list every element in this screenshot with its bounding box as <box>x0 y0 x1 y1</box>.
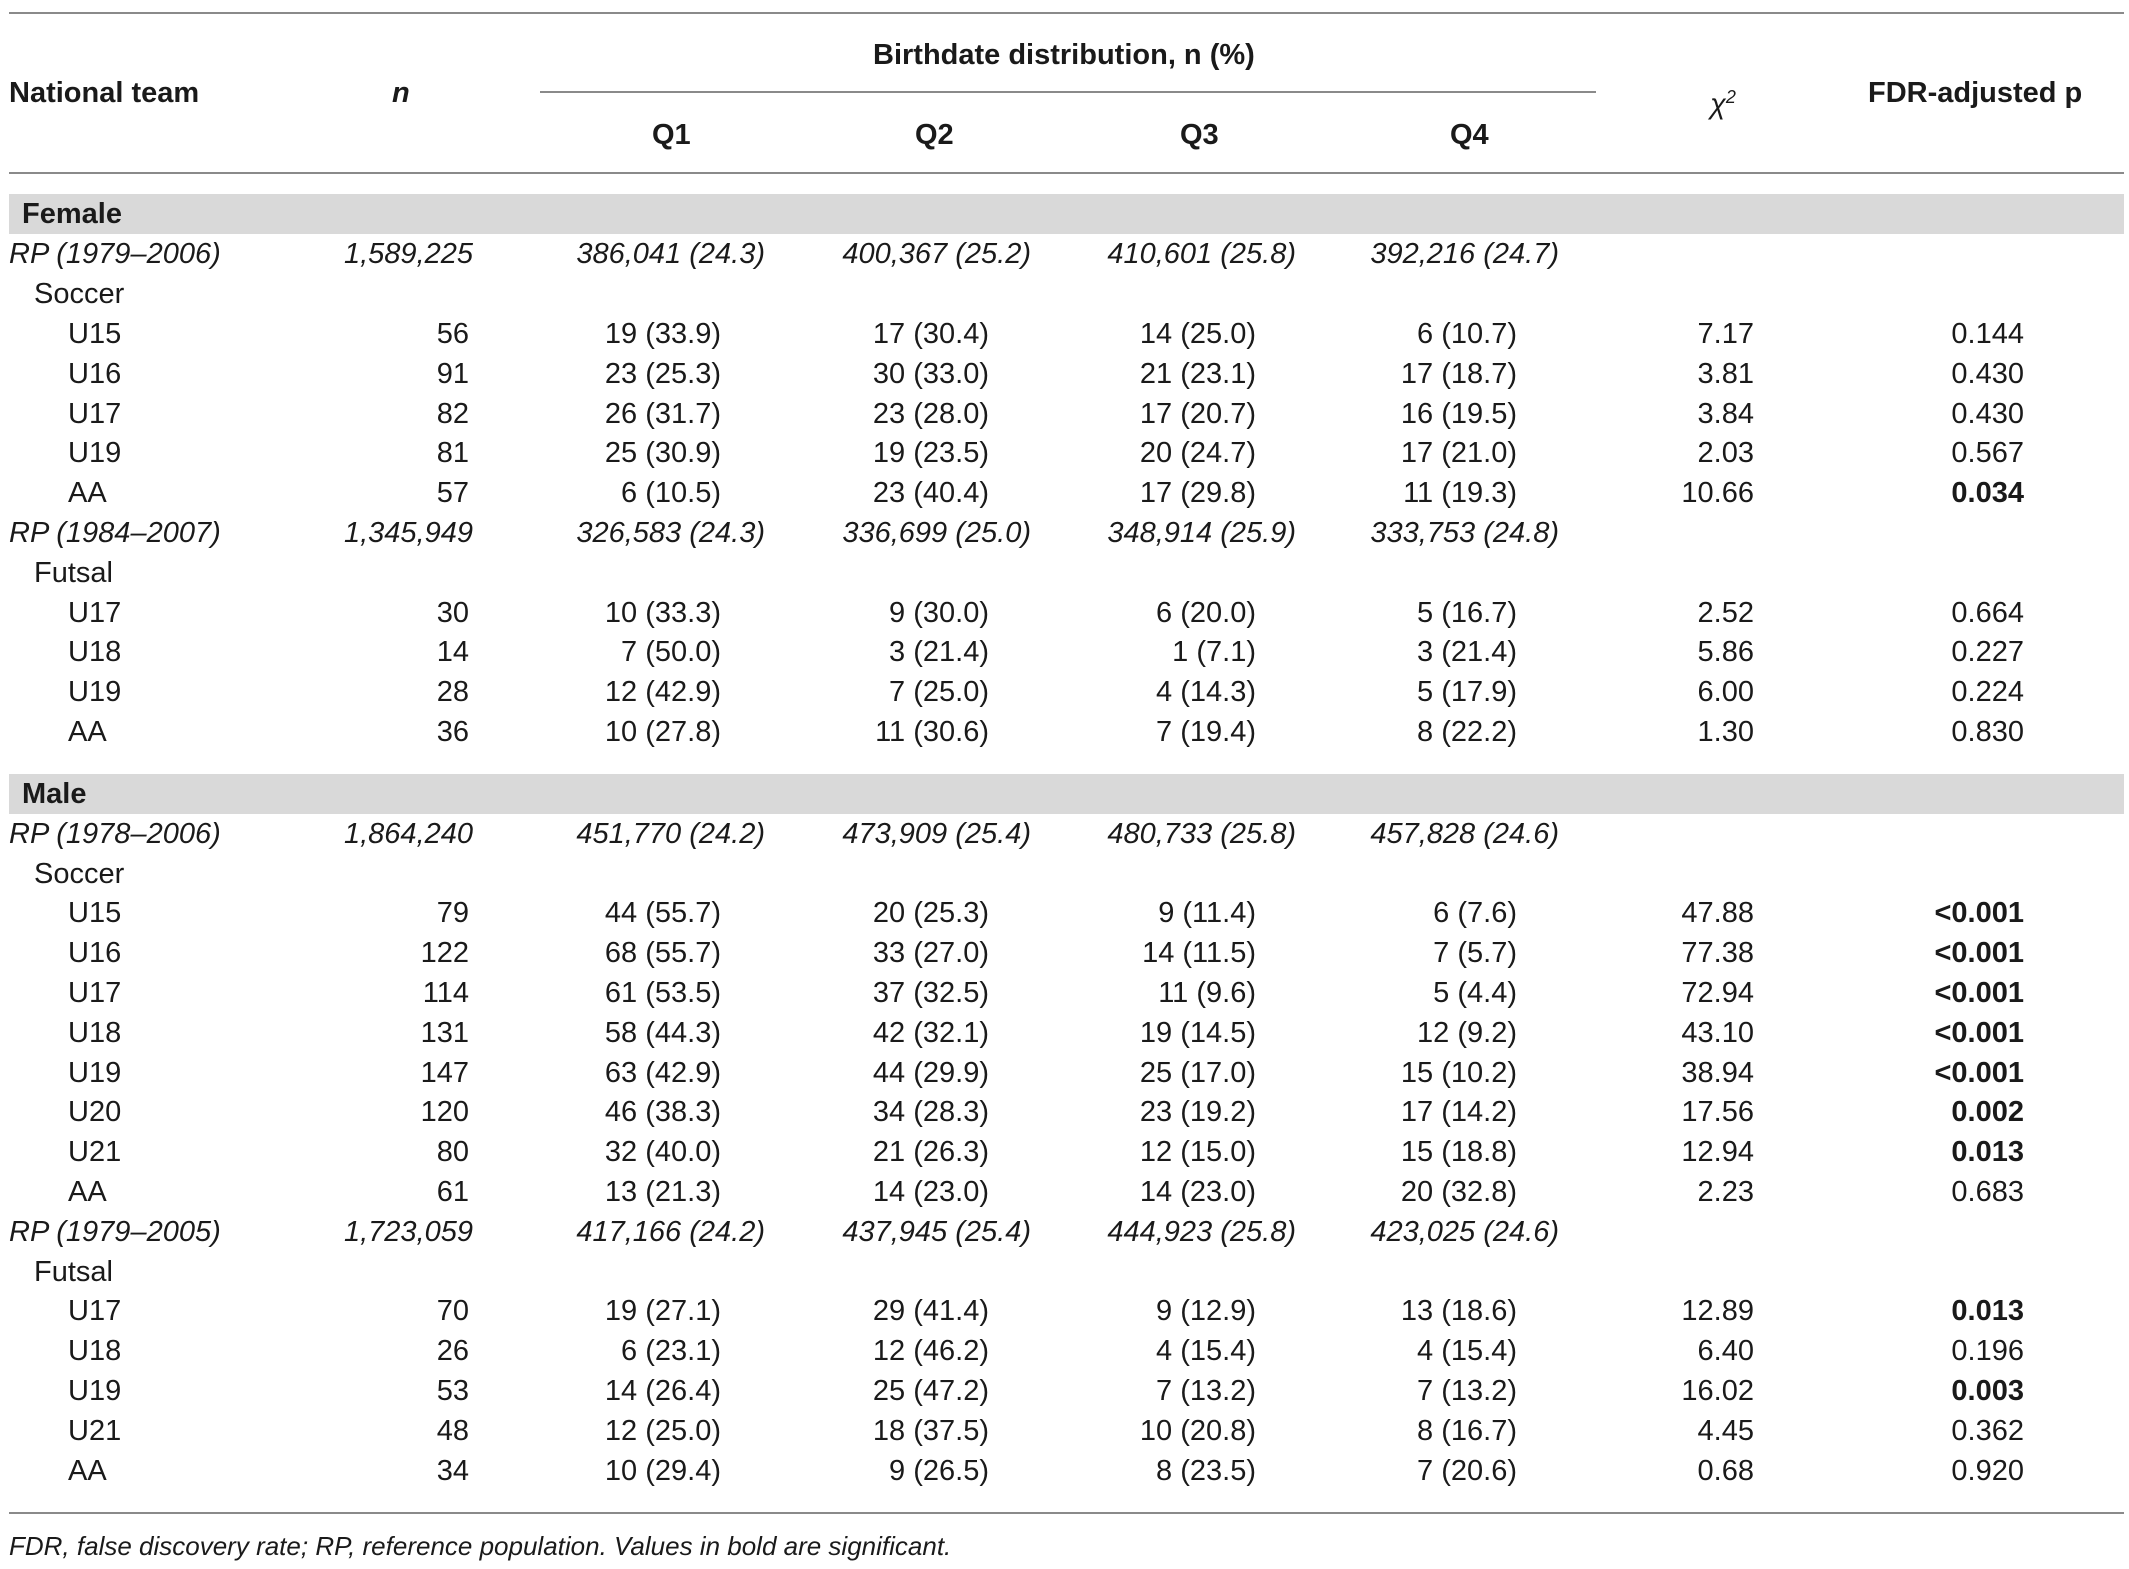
team-label: U19 <box>68 1057 122 1089</box>
table-row <box>0 1371 2129 1411</box>
table-row <box>0 1411 2129 1451</box>
n-cell: 91 <box>436 358 469 390</box>
q1-cell: 46 (38.3) <box>604 1096 721 1128</box>
n-cell: 48 <box>436 1415 469 1447</box>
q3-cell: 17 (29.8) <box>1139 477 1256 509</box>
q3-cell: 348,914 (25.9) <box>1107 517 1296 549</box>
q4-cell: 6 (7.6) <box>1433 897 1517 929</box>
q3-cell: 14 (11.5) <box>1142 937 1256 969</box>
chi-square-cell: 16.02 <box>1681 1375 1754 1407</box>
q4-cell: 7 (20.6) <box>1417 1455 1517 1487</box>
table-row <box>0 1331 2129 1371</box>
q1-cell: 10 (29.4) <box>604 1455 721 1487</box>
chi-square-cell: 0.68 <box>1697 1455 1754 1487</box>
q4-cell: 17 (21.0) <box>1400 437 1517 469</box>
category-row <box>0 1252 2129 1292</box>
header-national-team: National team <box>9 77 200 109</box>
team-label: U21 <box>68 1136 122 1168</box>
q2-cell: 9 (30.0) <box>889 597 989 629</box>
q3-cell: 23 (19.2) <box>1139 1096 1256 1128</box>
chi-square-cell: 10.66 <box>1681 477 1754 509</box>
chi-square-cell: 1.30 <box>1697 716 1754 748</box>
q4-cell: 7 (13.2) <box>1417 1375 1517 1407</box>
n-cell: 30 <box>436 597 469 629</box>
q4-cell: 5 (16.7) <box>1417 597 1517 629</box>
header-chi-symbol: χ <box>1710 88 1726 121</box>
chi-square-cell: 72.94 <box>1681 977 1754 1009</box>
header-bottom-rule <box>9 172 2124 174</box>
rp-label: RP (1984–2007) <box>9 517 221 549</box>
q4-cell: 3 (21.4) <box>1417 636 1517 668</box>
q1-cell: 23 (25.3) <box>604 358 721 390</box>
header-n <box>392 76 410 110</box>
q1-cell: 10 (33.3) <box>604 597 721 629</box>
header-q1: Q1 <box>652 119 691 151</box>
section-band <box>9 774 2124 814</box>
category-label: Futsal <box>34 1256 113 1288</box>
team-label: U17 <box>68 597 122 629</box>
n-cell: 147 <box>420 1057 469 1089</box>
n-cell: 28 <box>436 676 469 708</box>
chi-square-cell: 7.17 <box>1697 318 1754 350</box>
chi-square-cell: 47.88 <box>1681 897 1754 929</box>
q2-cell: 33 (27.0) <box>872 937 989 969</box>
q4-cell: 15 (10.2) <box>1400 1057 1517 1089</box>
q2-cell: 14 (23.0) <box>872 1176 989 1208</box>
q4-cell: 8 (16.7) <box>1417 1415 1517 1447</box>
top-rule <box>9 12 2124 14</box>
n-cell: 70 <box>436 1295 469 1327</box>
team-label: U18 <box>68 1017 122 1049</box>
q2-cell: 25 (47.2) <box>872 1375 989 1407</box>
q1-cell: 451,770 (24.2) <box>576 818 765 850</box>
q4-cell: 333,753 (24.8) <box>1370 517 1559 549</box>
q1-cell: 44 (55.7) <box>604 897 721 929</box>
q4-cell: 457,828 (24.6) <box>1370 818 1559 850</box>
q1-cell: 6 (10.5) <box>621 477 721 509</box>
team-label: U15 <box>68 897 122 929</box>
team-label: U16 <box>68 937 122 969</box>
chi-square-cell: 4.45 <box>1697 1415 1754 1447</box>
header-q4: Q4 <box>1450 119 1489 151</box>
category-label: Soccer <box>34 278 125 310</box>
n-cell: 57 <box>436 477 469 509</box>
p-value-cell: 0.196 <box>1951 1335 2024 1367</box>
q2-cell: 18 (37.5) <box>872 1415 989 1447</box>
q2-cell: 21 (26.3) <box>872 1136 989 1168</box>
n-cell: 26 <box>436 1335 469 1367</box>
header-chi-exponent: 2 <box>1725 87 1736 107</box>
team-label: AA <box>68 477 107 509</box>
q4-cell: 5 (4.4) <box>1433 977 1517 1009</box>
section-band <box>9 194 2124 234</box>
q2-cell: 30 (33.0) <box>872 358 989 390</box>
category-label: Futsal <box>34 557 113 589</box>
table-row <box>0 933 2129 973</box>
team-label: AA <box>68 1176 107 1208</box>
category-label: Soccer <box>34 858 125 890</box>
chi-square-cell: 12.94 <box>1681 1136 1754 1168</box>
n-cell: 82 <box>436 398 469 430</box>
table-row <box>0 433 2129 473</box>
chi-square-cell: 2.23 <box>1697 1176 1754 1208</box>
q2-cell: 23 (40.4) <box>872 477 989 509</box>
q3-cell: 444,923 (25.8) <box>1107 1216 1296 1248</box>
q2-cell: 7 (25.0) <box>889 676 989 708</box>
p-value-cell: 0.567 <box>1951 437 2024 469</box>
q2-cell: 17 (30.4) <box>872 318 989 350</box>
table-footnote: FDR, false discovery rate; RP, reference population. Values in bold are significant. <box>9 1531 952 1561</box>
q2-cell: 400,367 (25.2) <box>842 238 1031 270</box>
reference-population-row <box>0 1212 2129 1252</box>
q1-cell: 68 (55.7) <box>604 937 721 969</box>
q1-cell: 12 (25.0) <box>604 1415 721 1447</box>
table-row <box>0 973 2129 1013</box>
q4-cell: 17 (14.2) <box>1400 1096 1517 1128</box>
n-cell: 81 <box>436 437 469 469</box>
table-row <box>0 1172 2129 1212</box>
q3-cell: 4 (14.3) <box>1156 676 1256 708</box>
q4-cell: 7 (5.7) <box>1433 937 1517 969</box>
q3-cell: 9 (12.9) <box>1156 1295 1256 1327</box>
q4-cell: 17 (18.7) <box>1400 358 1517 390</box>
team-label: U21 <box>68 1415 122 1447</box>
chi-square-cell: 43.10 <box>1681 1017 1754 1049</box>
p-value-cell: 0.362 <box>1951 1415 2024 1447</box>
q4-cell: 16 (19.5) <box>1400 398 1517 430</box>
table-row <box>0 1291 2129 1331</box>
q2-cell: 12 (46.2) <box>872 1335 989 1367</box>
q1-cell: 19 (27.1) <box>604 1295 721 1327</box>
table-row <box>0 1053 2129 1093</box>
q1-cell: 10 (27.8) <box>604 716 721 748</box>
q2-cell: 19 (23.5) <box>872 437 989 469</box>
team-label: AA <box>68 1455 107 1487</box>
p-value-cell: <0.001 <box>1934 937 2024 969</box>
rp-label: RP (1979–2006) <box>9 238 221 270</box>
p-value-cell: 0.683 <box>1951 1176 2024 1208</box>
table-row <box>0 354 2129 394</box>
rp-label: RP (1979–2005) <box>9 1216 221 1248</box>
n-cell: 120 <box>420 1096 469 1128</box>
q2-cell: 11 (30.6) <box>875 716 989 748</box>
header-birthdate-distribution: Birthdate distribution, n (%) <box>873 39 1255 71</box>
p-value-cell: 0.013 <box>1951 1136 2024 1168</box>
q1-cell: 326,583 (24.3) <box>576 517 765 549</box>
p-value-cell: 0.430 <box>1951 358 2024 390</box>
q1-cell: 26 (31.7) <box>604 398 721 430</box>
q4-cell: 6 (10.7) <box>1417 318 1517 350</box>
q4-cell: 20 (32.8) <box>1400 1176 1517 1208</box>
q1-cell: 14 (26.4) <box>604 1375 721 1407</box>
n-cell: 122 <box>420 937 469 969</box>
q1-cell: 12 (42.9) <box>604 676 721 708</box>
n-cell: 131 <box>420 1017 469 1049</box>
reference-population-row <box>0 234 2129 274</box>
q3-cell: 14 (25.0) <box>1139 318 1256 350</box>
p-value-cell: <0.001 <box>1934 977 2024 1009</box>
chi-square-cell: 6.00 <box>1697 676 1754 708</box>
q4-cell: 15 (18.8) <box>1400 1136 1517 1168</box>
header-q2: Q2 <box>915 119 954 151</box>
reference-population-row <box>0 513 2129 553</box>
q3-cell: 19 (14.5) <box>1139 1017 1256 1049</box>
q3-cell: 12 (15.0) <box>1139 1136 1256 1168</box>
chi-square-cell: 6.40 <box>1697 1335 1754 1367</box>
q4-cell: 13 (18.6) <box>1400 1295 1517 1327</box>
p-value-cell: <0.001 <box>1934 897 2024 929</box>
table-row <box>0 1451 2129 1491</box>
n-cell: 1,589,225 <box>343 238 473 270</box>
q3-cell: 14 (23.0) <box>1139 1176 1256 1208</box>
chi-square-cell: 2.52 <box>1697 597 1754 629</box>
q3-cell: 4 (15.4) <box>1156 1335 1256 1367</box>
section-label: Female <box>22 198 122 230</box>
q2-cell: 20 (25.3) <box>872 897 989 929</box>
q4-cell: 12 (9.2) <box>1417 1017 1517 1049</box>
n-cell: 61 <box>436 1176 469 1208</box>
q1-cell: 386,041 (24.3) <box>576 238 765 270</box>
n-cell: 56 <box>436 318 469 350</box>
q3-cell: 20 (24.7) <box>1139 437 1256 469</box>
bottom-rule <box>9 1512 2124 1514</box>
team-label: U20 <box>68 1096 122 1128</box>
header-q3: Q3 <box>1180 119 1219 151</box>
q1-cell: 63 (42.9) <box>604 1057 721 1089</box>
chi-square-cell: 77.38 <box>1681 937 1754 969</box>
chi-square-cell: 12.89 <box>1681 1295 1754 1327</box>
table-row <box>0 1092 2129 1132</box>
team-label: U19 <box>68 1375 122 1407</box>
team-label: U17 <box>68 398 122 430</box>
p-value-cell: 0.920 <box>1951 1455 2024 1487</box>
team-label: U16 <box>68 358 122 390</box>
q3-cell: 9 (11.4) <box>1158 897 1256 929</box>
table-row <box>0 473 2129 513</box>
header-fdr-adjusted-p: FDR-adjusted p <box>1868 77 2083 109</box>
n-cell: 1,345,949 <box>343 517 473 549</box>
p-value-cell: 0.430 <box>1951 398 2024 430</box>
team-label: AA <box>68 716 107 748</box>
table-row <box>0 593 2129 633</box>
n-cell: 36 <box>436 716 469 748</box>
q4-cell: 11 (19.3) <box>1403 477 1517 509</box>
category-row <box>0 274 2129 314</box>
n-cell: 34 <box>436 1455 469 1487</box>
q4-cell: 392,216 (24.7) <box>1370 238 1559 270</box>
q1-cell: 32 (40.0) <box>604 1136 721 1168</box>
chi-square-cell: 38.94 <box>1681 1057 1754 1089</box>
p-value-cell: <0.001 <box>1934 1017 2024 1049</box>
q3-cell: 410,601 (25.8) <box>1107 238 1296 270</box>
n-cell: 1,723,059 <box>343 1216 473 1248</box>
q2-cell: 336,699 (25.0) <box>842 517 1031 549</box>
category-row <box>0 854 2129 894</box>
chi-square-cell: 3.84 <box>1697 398 1754 430</box>
p-value-cell: 0.830 <box>1951 716 2024 748</box>
q1-cell: 13 (21.3) <box>604 1176 721 1208</box>
q3-cell: 6 (20.0) <box>1156 597 1256 629</box>
team-label: U18 <box>68 1335 122 1367</box>
q2-cell: 44 (29.9) <box>872 1057 989 1089</box>
q3-cell: 11 (9.6) <box>1158 977 1256 1009</box>
q3-cell: 17 (20.7) <box>1139 398 1256 430</box>
table-row <box>0 893 2129 933</box>
n-cell: 80 <box>436 1136 469 1168</box>
q3-cell: 21 (23.1) <box>1139 358 1256 390</box>
q3-cell: 25 (17.0) <box>1139 1057 1256 1089</box>
q1-cell: 58 (44.3) <box>604 1017 721 1049</box>
q1-cell: 417,166 (24.2) <box>576 1216 765 1248</box>
header-chi-square <box>1710 80 1736 122</box>
category-row <box>0 553 2129 593</box>
q2-cell: 3 (21.4) <box>889 636 989 668</box>
q1-cell: 25 (30.9) <box>604 437 721 469</box>
chi-square-cell: 17.56 <box>1681 1096 1754 1128</box>
q2-cell: 9 (26.5) <box>889 1455 989 1487</box>
q3-cell: 7 (13.2) <box>1156 1375 1256 1407</box>
q2-cell: 42 (32.1) <box>872 1017 989 1049</box>
q3-cell: 7 (19.4) <box>1156 716 1256 748</box>
team-label: U17 <box>68 1295 122 1327</box>
table-row <box>0 672 2129 712</box>
header-group-rule <box>540 91 1596 93</box>
section-label: Male <box>22 778 87 810</box>
team-label: U15 <box>68 318 122 350</box>
header-n-text: n <box>392 77 410 109</box>
p-value-cell: 0.144 <box>1951 318 2024 350</box>
q2-cell: 23 (28.0) <box>872 398 989 430</box>
q1-cell: 6 (23.1) <box>621 1335 721 1367</box>
q4-cell: 423,025 (24.6) <box>1370 1216 1559 1248</box>
p-value-cell: 0.227 <box>1951 636 2024 668</box>
q3-cell: 8 (23.5) <box>1156 1455 1256 1487</box>
p-value-cell: 0.664 <box>1951 597 2024 629</box>
table-row <box>0 1013 2129 1053</box>
table-row <box>0 1132 2129 1172</box>
n-cell: 14 <box>436 636 469 668</box>
q2-cell: 473,909 (25.4) <box>842 818 1031 850</box>
q1-cell: 7 (50.0) <box>621 636 721 668</box>
table-row <box>0 314 2129 354</box>
q4-cell: 8 (22.2) <box>1417 716 1517 748</box>
n-cell: 114 <box>422 977 469 1009</box>
q2-cell: 37 (32.5) <box>872 977 989 1009</box>
p-value-cell: <0.001 <box>1934 1057 2024 1089</box>
q3-cell: 10 (20.8) <box>1139 1415 1256 1447</box>
table-row <box>0 394 2129 434</box>
team-label: U19 <box>68 437 122 469</box>
chi-square-cell: 2.03 <box>1697 437 1754 469</box>
p-value-cell: 0.013 <box>1951 1295 2024 1327</box>
reference-population-row <box>0 814 2129 854</box>
chi-square-cell: 3.81 <box>1697 358 1754 390</box>
q3-cell: 1 (7.1) <box>1172 636 1256 668</box>
table-row <box>0 712 2129 752</box>
team-label: U19 <box>68 676 122 708</box>
p-value-cell: 0.034 <box>1951 477 2024 509</box>
q2-cell: 437,945 (25.4) <box>842 1216 1031 1248</box>
n-cell: 1,864,240 <box>343 818 473 850</box>
q4-cell: 4 (15.4) <box>1417 1335 1517 1367</box>
rp-label: RP (1978–2006) <box>9 818 221 850</box>
n-cell: 53 <box>436 1375 469 1407</box>
team-label: U18 <box>68 636 122 668</box>
q3-cell: 480,733 (25.8) <box>1107 818 1296 850</box>
p-value-cell: 0.002 <box>1951 1096 2024 1128</box>
q1-cell: 61 (53.5) <box>604 977 721 1009</box>
q1-cell: 19 (33.9) <box>604 318 721 350</box>
q2-cell: 29 (41.4) <box>872 1295 989 1327</box>
q4-cell: 5 (17.9) <box>1417 676 1517 708</box>
q2-cell: 34 (28.3) <box>872 1096 989 1128</box>
n-cell: 79 <box>436 897 469 929</box>
chi-square-cell: 5.86 <box>1697 636 1754 668</box>
p-value-cell: 0.003 <box>1951 1375 2024 1407</box>
p-value-cell: 0.224 <box>1951 676 2024 708</box>
table-row <box>0 632 2129 672</box>
team-label: U17 <box>68 977 122 1009</box>
